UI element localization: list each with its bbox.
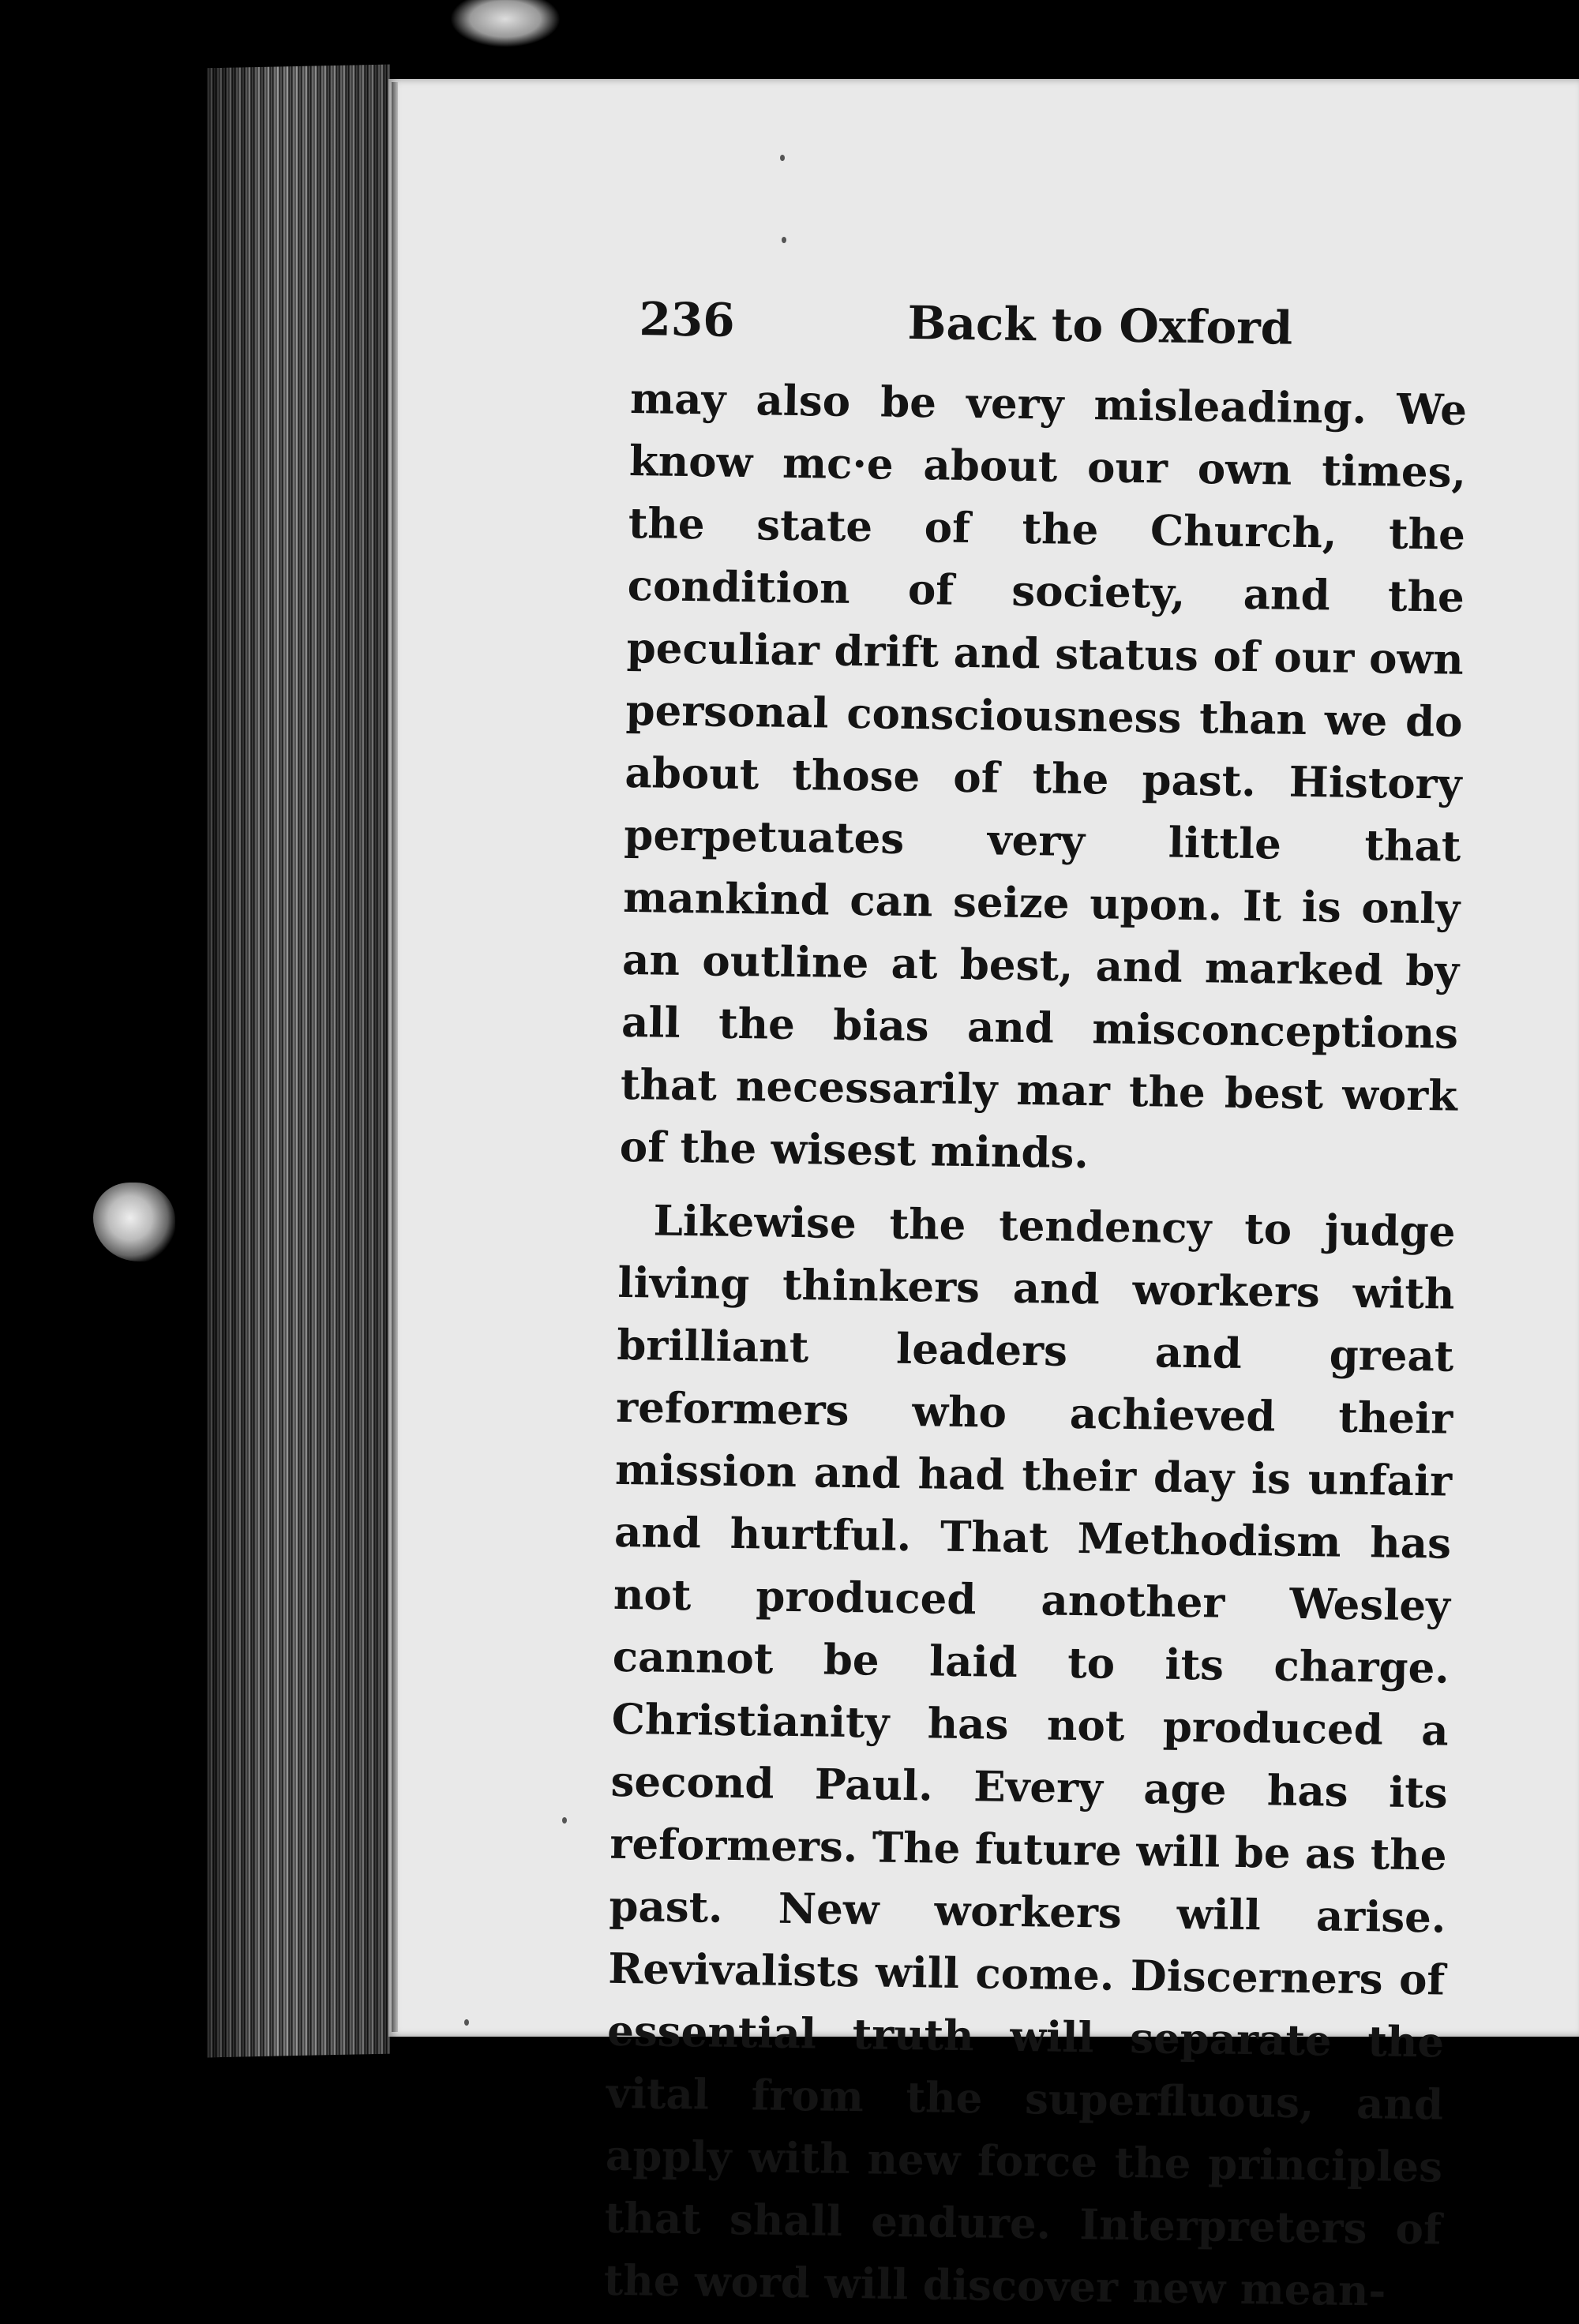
- dust-speck: [93, 1183, 175, 1261]
- page-number: 236: [639, 292, 736, 347]
- scan-speck: [780, 155, 785, 161]
- paragraph: may also be very misleading. We know mc·e about our own times, the state of the Church, the condition of society, and the peculiar drift and status of our own personal consciousness than we do about those of the past. History perpetuates very little that mankind can seize upon. It is only an outline at best, and marked by all the bias and misconceptions that necessarily mar the best work of the wisest minds.: [619, 373, 1468, 1179]
- page-content: [603, 292, 1468, 2324]
- page-gutter: [392, 82, 398, 2032]
- running-head: Back to Oxford: [907, 295, 1293, 355]
- paragraph: Likewise the tendency to judge living thinkers and workers with brilliant leaders and great reformers who achieved their mission and had their day is unfair and hurtful. That Methodism has not produced another Wesley cannot be laid to its charge. Christianity has not produced a second Paul. Every age has its reformers. The future will be as the past. New workers will arise. Revivalists will come. Discerners of essential truth will separate the vital from the superfluous, and apply with new force the principles that shall endure. Interpreters of the word will discover new mean-: [603, 1196, 1456, 2316]
- paper-fragment: [450, 0, 561, 47]
- body-text: [603, 368, 1467, 2324]
- book-page-edges: [207, 65, 390, 2058]
- page-header: [639, 292, 1468, 380]
- scan-speck: [464, 2019, 469, 2026]
- scan-speck: [782, 237, 786, 243]
- scan-speck: [562, 1817, 567, 1824]
